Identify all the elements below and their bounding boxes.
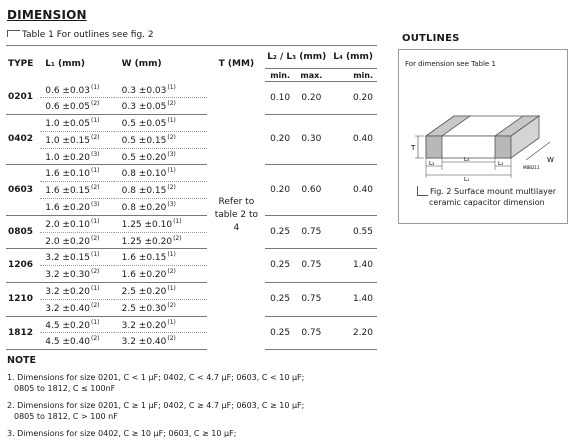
note-item: 1. Dimensions for size 0201, C < 1 µF; 0402, C < 4.7 µF; 0603, C < 10 µF; 0805 to 1812, C ≤ 100nF: [7, 373, 305, 393]
cell-w: $2.5 \pm 0.30^{(2)}$: [114, 299, 208, 316]
cell-l1: $1.6 \pm 0.20^{(3)}$: [40, 199, 113, 216]
cell-type: 0201: [6, 82, 40, 115]
cell-w: $0.8 \pm 0.20^{(3)}$: [114, 199, 208, 216]
cell-l1: $1.0 \pm 0.20^{(3)}$: [40, 148, 113, 165]
cell-l1: $1.0 \pm 0.15^{(2)}$: [40, 131, 113, 148]
cell-l1: $3.2 \pm 0.20^{(1)}$: [40, 283, 113, 300]
header-w: W (mm): [114, 46, 208, 82]
cell-l2l3-max: 0.75: [295, 249, 328, 283]
cell-l2l3-max: 0.60: [295, 165, 328, 215]
cell-l2l3-min: 0.25: [265, 316, 294, 350]
label-figure-code: MBB211: [523, 165, 540, 170]
header-max: max.: [295, 69, 328, 82]
cell-l4-min: 0.55: [328, 215, 377, 249]
cell-type: 0805: [6, 215, 40, 249]
left-terminal-front: [426, 136, 442, 158]
cell-l1: $4.5 \pm 0.20^{(1)}$: [40, 316, 113, 333]
cell-l1: $2.0 \pm 0.20^{(2)}$: [40, 232, 113, 249]
cell-w: $1.25 \pm 0.20^{(2)}$: [114, 232, 208, 249]
cell-w: $0.5 \pm 0.20^{(3)}$: [114, 148, 208, 165]
header-min: min.: [265, 69, 294, 82]
cell-w: $3.2 \pm 0.20^{(1)}$: [114, 316, 208, 333]
right-terminal-front: [495, 136, 511, 158]
cell-l2l3-min: 0.10: [265, 82, 294, 115]
cell-l4-min: 0.20: [328, 82, 377, 115]
notes-list: [7, 372, 367, 445]
outlines-figure-box: [398, 49, 568, 224]
cell-l2l3-min: 0.25: [265, 249, 294, 283]
cell-type: 1210: [6, 283, 40, 317]
header-type: TYPE: [6, 46, 40, 82]
header-l1: L₁ (mm): [40, 46, 113, 82]
table-row: [6, 115, 377, 132]
note-item: 2. Dimensions for size 0201, C ≥ 1 µF; 0402, C ≥ 4.7 µF; 0603, C ≥ 10 µF; 0805 to 1812, C > 100 nF: [7, 401, 305, 421]
cell-l1: $0.6 \pm 0.03^{(1)}$: [40, 82, 113, 98]
label-t: T: [411, 144, 416, 152]
cell-l1: $4.5 \pm 0.40^{(2)}$: [40, 333, 113, 350]
cell-l4-min: 0.40: [328, 165, 377, 215]
table-row: [6, 283, 377, 300]
cell-thickness-note: Refer to table 2 to 4: [214, 197, 259, 234]
label-l3: L₃: [498, 161, 504, 167]
cell-w: $3.2 \pm 0.40^{(2)}$: [114, 333, 208, 350]
header-l4: L₄ (mm): [328, 46, 377, 69]
table-row: [6, 215, 377, 232]
table-row: [6, 165, 377, 182]
cell-l1: $2.0 \pm 0.10^{(1)}$: [40, 215, 113, 232]
header-t: T (MM): [207, 46, 265, 82]
cell-w: $0.3 \pm 0.05^{(2)}$: [114, 98, 208, 115]
cell-l1: $1.6 \pm 0.10^{(1)}$: [40, 165, 113, 182]
cell-l1: $3.2 \pm 0.30^{(2)}$: [40, 266, 113, 283]
cell-l1: $1.6 \pm 0.15^{(2)}$: [40, 182, 113, 199]
cell-l1: $3.2 \pm 0.40^{(2)}$: [40, 299, 113, 316]
outlines-note: For dimension see Table 1: [405, 60, 496, 68]
cell-w: $1.25 \pm 0.10^{(1)}$: [114, 215, 208, 232]
cell-w: $0.8 \pm 0.10^{(1)}$: [114, 165, 208, 182]
cell-l1: $1.0 \pm 0.05^{(1)}$: [40, 115, 113, 132]
cell-l1: $0.6 \pm 0.05^{(2)}$: [40, 98, 113, 115]
cell-type: 0402: [6, 115, 40, 165]
cell-type: 0603: [6, 165, 40, 215]
cell-type: 1206: [6, 249, 40, 283]
cell-l1: $3.2 \pm 0.15^{(1)}$: [40, 249, 113, 266]
table-caption: Table 1 For outlines see fig. 2: [7, 30, 154, 40]
cell-l2l3-max: 0.20: [295, 82, 328, 115]
cell-l4-min: 2.20: [328, 316, 377, 350]
label-l2: L₂: [429, 161, 435, 167]
table-row: [6, 82, 377, 98]
cell-w: $0.3 \pm 0.03^{(1)}$: [114, 82, 208, 98]
table-header-row: [6, 46, 377, 69]
cell-l2l3-min: 0.25: [265, 283, 294, 317]
cell-l4-min: 1.40: [328, 249, 377, 283]
note-title: NOTE: [7, 355, 36, 366]
cell-l2l3-max: 0.30: [295, 115, 328, 165]
cell-w: $2.5 \pm 0.20^{(1)}$: [114, 283, 208, 300]
cell-l4-min: 1.40: [328, 283, 377, 317]
cell-l2l3-max: 0.75: [295, 283, 328, 317]
label-l1: L₁: [464, 177, 470, 182]
cell-w: $1.6 \pm 0.20^{(2)}$: [114, 266, 208, 283]
cell-l2l3-max: 0.75: [295, 316, 328, 350]
table-row: [6, 249, 377, 266]
cell-l2l3-min: 0.20: [265, 115, 294, 165]
cell-l2l3-max: 0.75: [295, 215, 328, 249]
cell-type: 1812: [6, 316, 40, 350]
section-heading: DIMENSION: [7, 8, 87, 22]
label-l4: L₄: [464, 157, 470, 163]
cell-l2l3-min: 0.25: [265, 215, 294, 249]
dimension-table: [6, 45, 377, 350]
header-l2-l3: L₂ / L₃ (mm): [265, 46, 328, 69]
table-row: [6, 316, 377, 333]
figure-caption: Fig. 2 Surface mount multilayer ceramic capacitor dimension: [417, 186, 567, 208]
cell-w: $0.5 \pm 0.15^{(2)}$: [114, 131, 208, 148]
cell-l2l3-min: 0.20: [265, 165, 294, 215]
cell-w: $0.5 \pm 0.05^{(1)}$: [114, 115, 208, 132]
outlines-title: OUTLINES: [402, 33, 460, 44]
label-w: W: [547, 156, 554, 164]
note-item: 3. Dimensions for size 0402, C ≥ 10 µF; 0603, C ≥ 10 µF;: [7, 429, 237, 438]
header-l4-min: min.: [328, 69, 377, 82]
cell-l4-min: 0.40: [328, 115, 377, 165]
capacitor-outline-drawing: [404, 74, 564, 182]
cell-w: $1.6 \pm 0.15^{(1)}$: [114, 249, 208, 266]
cell-w: $0.8 \pm 0.15^{(2)}$: [114, 182, 208, 199]
